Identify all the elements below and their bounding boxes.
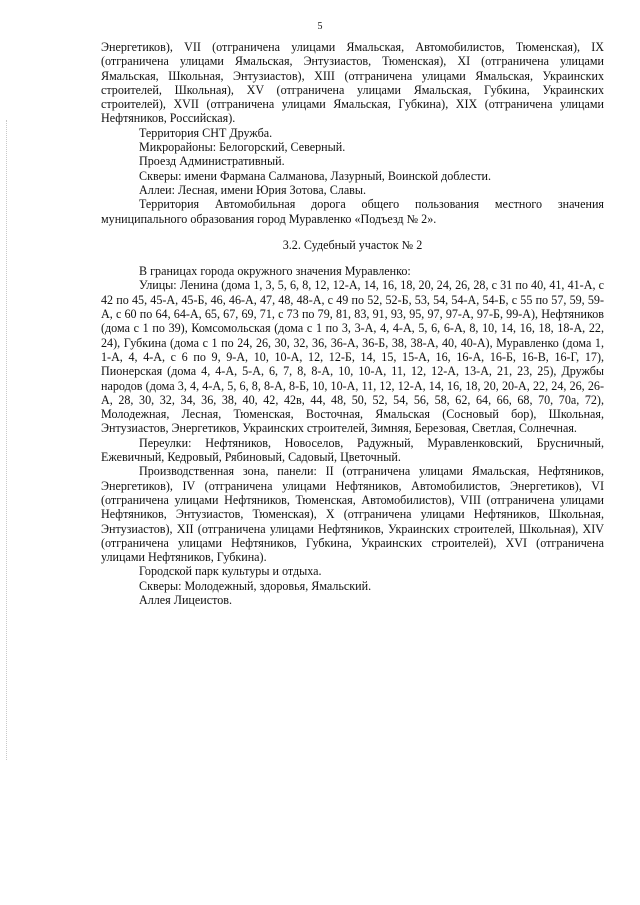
section-heading: 3.2. Судебный участок № 2: [282, 237, 423, 252]
paragraph: Проезд Административный.: [139, 154, 285, 169]
document-body: [101, 40, 604, 607]
paragraph: Территория Автомобильная дорога общего пользования местного значения муниципального образования город Муравленко «Подъезд № 2».: [101, 197, 604, 226]
paragraph: Переулки: Нефтяников, Новоселов, Радужный, Муравленковский, Брусничный, Ежевичный, Кедровый, Рябиновый, Садовый, Цветочный.: [101, 435, 604, 465]
paragraph: Аллея Лицеистов.: [139, 592, 233, 607]
paragraph: Производственная зона, панели: II (отграничена улицами Ямальская, Нефтяников, Энергетиков), IV (отграничена улицами Нефтяников, Автомобилистов, Энергетиков), VI (отграничена улицами Нефтяников, Тюменская, Автомобилистов), VIII (отграничена улицами Нефтяников, Энтузиастов, Тюменская), X (отграничена улицами Нефтяников, Школьная, Энтузиастов), XII (отграничена улицами Нефтяников, Украинских строителей, Школьная), XIV (отграничена улицами Нефтяников, Губкина, Украинских строителей), XVI (отграничена улицами Нефтяников, Губкина).: [101, 464, 604, 565]
paragraph: Территория СНТ Дружба.: [139, 125, 273, 140]
paragraph: В границах города окружного значения Муравленко:: [139, 264, 411, 279]
paragraph: Улицы: Ленина (дома 1, 3, 5, 6, 8, 12, 12-А, 14, 16, 18, 20, 24, 26, 28, с 31 по 40, 41, 41-А, с 42 по 45, 45-А, 45-Б, 46, 46-А, 47, 48, 48-А, с 49 по 52, 52-Б, 53, 54, 54-А, 54-Б, с 55 по 57, 59, 59-А, с 60 по 64, 64-А, 65, 67, 69, 71, с 73 по 79, 81, 83, 91, 93, 95, 97, 97-А, 97-Б, 99-А), Нефтяников (дома с 1 по 39), Комсомольская (дома с 1 по 3, 3-А, 4, 4-А, 5, 6, 6-А, 8, 10, 14, 16, 18, 18-А, 22, 24), Губкина (дома с 1 по 24, 26, 30, 32, 36, 36-А, 36-Б, 38, 38-А, 40, 40-А), Муравленко (дома 1, 1-А, 4, 4-А, с 6 по 9, 9-А, 10, 10-А, 12, 12-Б, 14, 15, 15-А, 16, 16-А, 16-Б, 16-В, 16-Г, 17), Пионерская (дома 4, 4-А, 5-А, 6, 7, 8, 8-А, 10, 10-А, 11, 12, 12-А, 13-А, 21, 23, 25), Дружбы народов (дома 3, 4, 4-А, 5, 6, 8, 8-А, 8-Б, 10, 10-А, 11, 12, 12-А, 14, 16, 18, 20, 20-А, 22, 24, 26, 26-А, 28, 30, 32, 34, 36, 38, 40, 42, 42в, 44, 48, 50, 52, 54, 56, 58, 62, 64, 66, 68, 70, 70а, 72), Молодежная, Лесная, Тюменская, Восточная, Ямальская (Сосновый бор), Школьная, Энтузиастов, Энергетиков, Украинских строителей, Зимняя, Березовая, Светлая, Солнечная.: [101, 278, 604, 436]
paragraph: Городской парк культуры и отдыха.: [139, 564, 322, 579]
paragraph: Энергетиков), VII (отграничена улицами Ямальская, Автомобилистов, Тюменская), IX (отграничена улицами Ямальская, Энтузиастов, Тюменская), XI (отграничена улицами Ямальская, Школьная, Энтузиастов), XIII (отграничена улицами Ямальская, Украинских строителей, Школьная), XV (отграничена улицами Ямальская, Губкина, Украинских строителей), XVII (отграничена улицами Ямальская, Губкина), XIX (отграничена улицами Нефтяников, Российская).: [101, 40, 604, 126]
section-3-2: [101, 264, 604, 607]
scan-margin-marks: [6, 120, 9, 760]
paragraph: Аллеи: Лесная, имени Юрия Зотова, Славы.: [139, 182, 367, 197]
paragraph: Скверы: имени Фармана Салманова, Лазурный, Воинской доблести.: [139, 168, 491, 183]
paragraph: Скверы: Молодежный, здоровья, Ямальский.: [139, 578, 372, 593]
page-number: 5: [317, 21, 323, 32]
section-3-1-tail: [101, 40, 604, 226]
paragraph: Микрорайоны: Белогорский, Северный.: [139, 140, 346, 155]
